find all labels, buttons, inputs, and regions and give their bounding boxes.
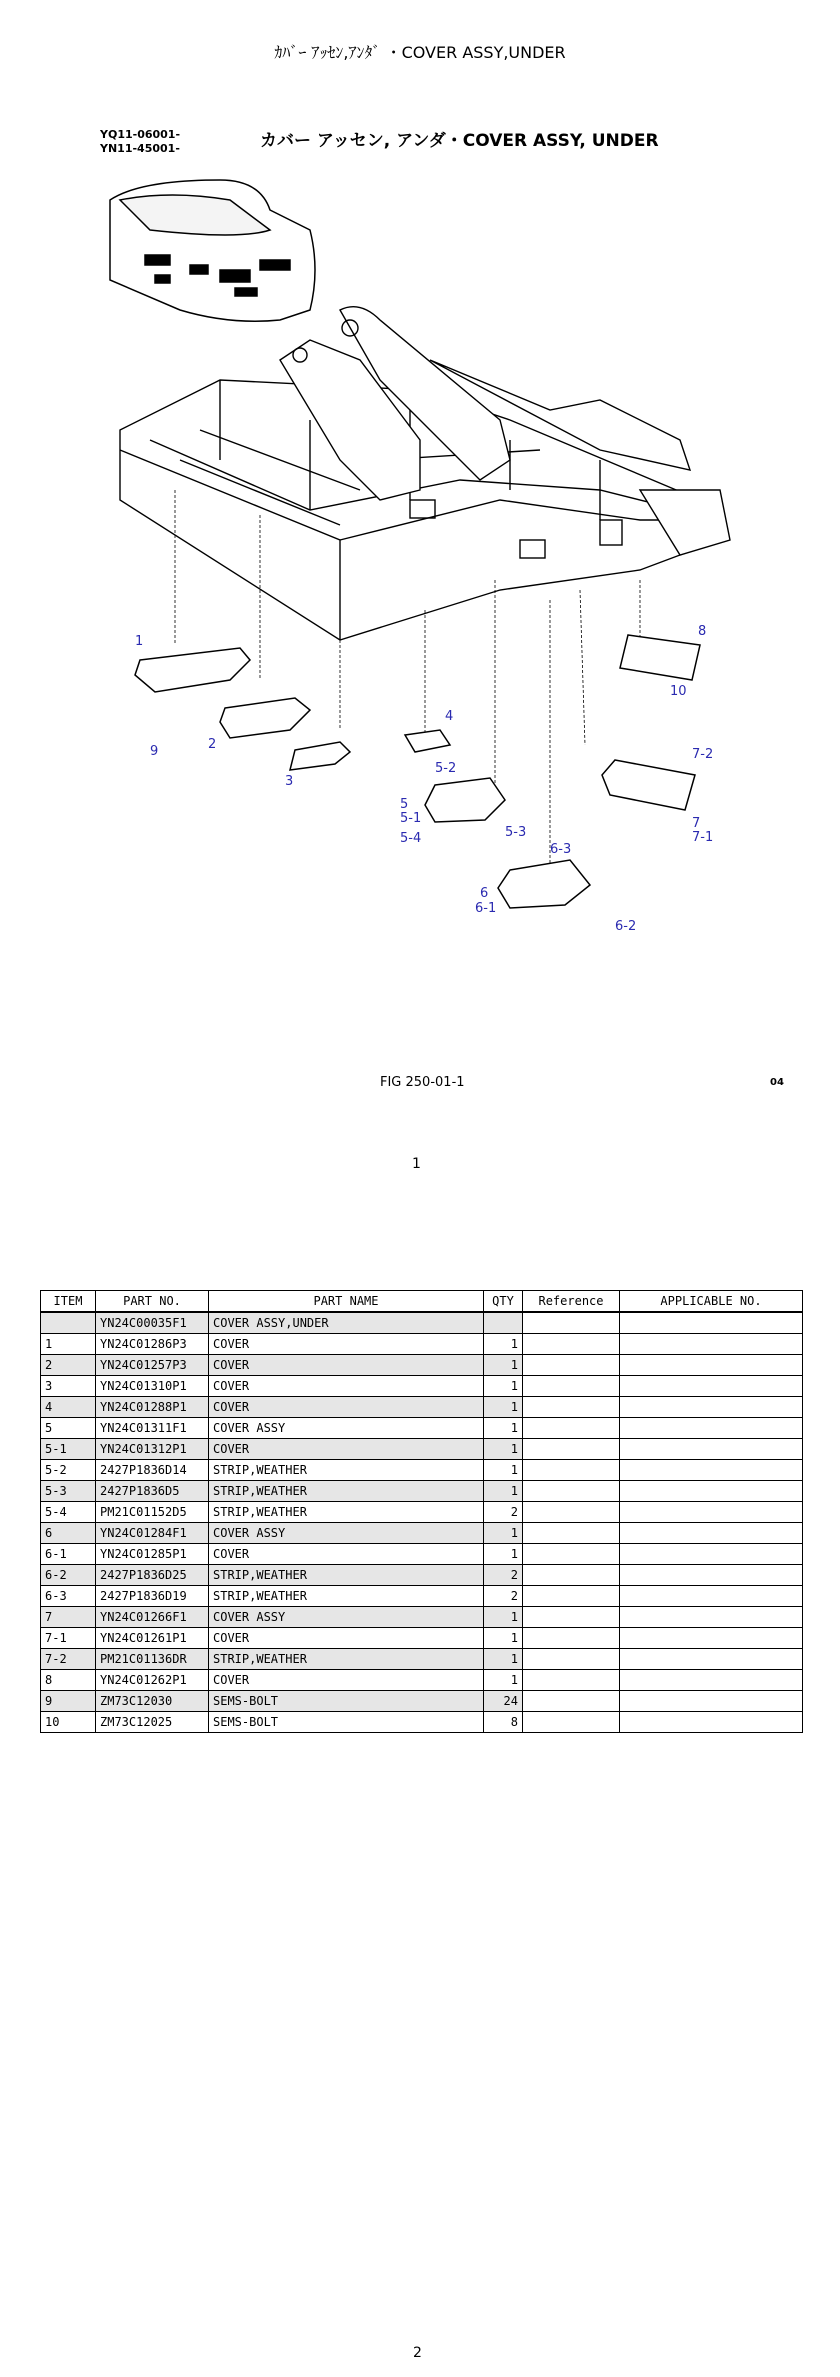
cell-ref <box>523 1565 620 1586</box>
callout-7: 7 <box>692 816 701 831</box>
model-code-2: YN11-45001- <box>100 142 180 155</box>
table-row <box>41 1312 803 1334</box>
callout-5-3: 5-3 <box>505 825 527 840</box>
cell-app <box>620 1586 803 1607</box>
cell-qty <box>484 1312 523 1334</box>
cell-ref <box>523 1712 620 1733</box>
table-row <box>41 1439 803 1460</box>
cell-part-no: YN24C01262P1 <box>96 1670 209 1691</box>
callout-3: 3 <box>285 774 294 789</box>
callout-5-2: 5-2 <box>435 761 457 776</box>
cover-part-4 <box>405 730 450 752</box>
cell-qty: 1 <box>484 1397 523 1418</box>
callout-5-1: 5-1 <box>400 811 422 826</box>
cell-app <box>620 1691 803 1712</box>
cell-part-no: ZM73C12025 <box>96 1712 209 1733</box>
table-row <box>41 1523 803 1544</box>
diagram-title: カバー アッセン, アンダ・COVER ASSY, UNDER <box>260 131 659 151</box>
cell-name: COVER <box>209 1376 484 1397</box>
callout-5: 5 <box>400 797 409 812</box>
cell-ref <box>523 1481 620 1502</box>
cover-part-1 <box>135 648 250 692</box>
cell-qty: 1 <box>484 1418 523 1439</box>
cell-ref <box>523 1397 620 1418</box>
callout-6-1: 6-1 <box>475 901 497 916</box>
page-number-1: 1 <box>412 1156 421 1172</box>
cell-qty: 1 <box>484 1376 523 1397</box>
figure-code: 04 <box>770 1077 784 1088</box>
col-applicable-no: APPLICABLE NO. <box>620 1291 803 1313</box>
cell-qty: 24 <box>484 1691 523 1712</box>
cell-qty: 8 <box>484 1712 523 1733</box>
cell-qty: 2 <box>484 1502 523 1523</box>
callout-8: 8 <box>698 624 707 639</box>
cell-item: 7-2 <box>41 1649 96 1670</box>
cover-assy-5 <box>425 778 505 822</box>
col-item: ITEM <box>41 1291 96 1313</box>
callout-7-1: 7-1 <box>692 830 714 845</box>
cover-assy-7 <box>602 760 695 810</box>
cell-app <box>620 1312 803 1334</box>
cell-name: COVER <box>209 1670 484 1691</box>
cover-part-8 <box>620 635 700 680</box>
table-row <box>41 1481 803 1502</box>
callout-2: 2 <box>208 737 217 752</box>
cell-qty: 1 <box>484 1334 523 1355</box>
cell-part-no: 2427P1836D19 <box>96 1586 209 1607</box>
cell-ref <box>523 1586 620 1607</box>
cell-part-no: YN24C00035F1 <box>96 1312 209 1334</box>
table-row <box>41 1460 803 1481</box>
callout-1: 1 <box>135 634 144 649</box>
callout-10: 10 <box>670 684 687 699</box>
table-row <box>41 1502 803 1523</box>
cell-part-no: YN24C01261P1 <box>96 1628 209 1649</box>
table-row <box>41 1565 803 1586</box>
cell-item: 6-1 <box>41 1544 96 1565</box>
cell-item: 2 <box>41 1355 96 1376</box>
cell-qty: 2 <box>484 1586 523 1607</box>
cell-part-no: YN24C01285P1 <box>96 1544 209 1565</box>
table-row <box>41 1544 803 1565</box>
cell-name: COVER ASSY,UNDER <box>209 1312 484 1334</box>
cell-qty: 1 <box>484 1355 523 1376</box>
cell-app <box>620 1607 803 1628</box>
cell-ref <box>523 1502 620 1523</box>
cell-name: COVER ASSY <box>209 1523 484 1544</box>
page-number-2: 2 <box>413 2345 422 2361</box>
cover-assy-6 <box>498 860 590 908</box>
cell-qty: 1 <box>484 1544 523 1565</box>
col-part-name: PART NAME <box>209 1291 484 1313</box>
cell-part-no: YN24C01266F1 <box>96 1607 209 1628</box>
callout-6: 6 <box>480 886 489 901</box>
col-reference: Reference <box>523 1291 620 1313</box>
cell-part-no: YN24C01288P1 <box>96 1397 209 1418</box>
cell-app <box>620 1355 803 1376</box>
cell-item: 9 <box>41 1691 96 1712</box>
callout-6-3: 6-3 <box>550 842 572 857</box>
callout-6-2: 6-2 <box>615 919 637 934</box>
cell-qty: 1 <box>484 1607 523 1628</box>
cell-part-no: YN24C01286P3 <box>96 1334 209 1355</box>
table-header-row <box>41 1291 803 1313</box>
cell-item: 8 <box>41 1670 96 1691</box>
table-row <box>41 1649 803 1670</box>
cell-ref <box>523 1460 620 1481</box>
cell-name: SEMS-BOLT <box>209 1691 484 1712</box>
cell-name: STRIP,WEATHER <box>209 1586 484 1607</box>
cell-part-no: 2427P1836D5 <box>96 1481 209 1502</box>
table-row <box>41 1691 803 1712</box>
cell-part-no: PM21C01152D5 <box>96 1502 209 1523</box>
cell-item: 6-2 <box>41 1565 96 1586</box>
cell-item: 5 <box>41 1418 96 1439</box>
cell-app <box>620 1376 803 1397</box>
cell-app <box>620 1481 803 1502</box>
cell-part-no: YN24C01310P1 <box>96 1376 209 1397</box>
upper-frame <box>120 307 730 640</box>
cell-name: STRIP,WEATHER <box>209 1481 484 1502</box>
cell-name: COVER <box>209 1355 484 1376</box>
table-row <box>41 1397 803 1418</box>
cell-name: STRIP,WEATHER <box>209 1460 484 1481</box>
cell-app <box>620 1460 803 1481</box>
col-part-no: PART NO. <box>96 1291 209 1313</box>
cell-app <box>620 1649 803 1670</box>
callout-4: 4 <box>445 709 454 724</box>
cell-ref <box>523 1544 620 1565</box>
cell-app <box>620 1712 803 1733</box>
table-row <box>41 1376 803 1397</box>
cell-part-no: YN24C01284F1 <box>96 1523 209 1544</box>
col-qty: QTY <box>484 1291 523 1313</box>
cell-item: 6 <box>41 1523 96 1544</box>
cell-part-no: YN24C01311F1 <box>96 1418 209 1439</box>
cell-qty: 2 <box>484 1565 523 1586</box>
cell-item: 4 <box>41 1397 96 1418</box>
table-row <box>41 1607 803 1628</box>
cell-ref <box>523 1439 620 1460</box>
table-row <box>41 1712 803 1733</box>
cell-part-no: 2427P1836D14 <box>96 1460 209 1481</box>
cell-name: STRIP,WEATHER <box>209 1565 484 1586</box>
cell-qty: 1 <box>484 1481 523 1502</box>
cell-item: 7-1 <box>41 1628 96 1649</box>
cell-ref <box>523 1376 620 1397</box>
table-row <box>41 1586 803 1607</box>
cell-ref <box>523 1355 620 1376</box>
cover-part-3 <box>290 742 350 770</box>
cell-item: 5-3 <box>41 1481 96 1502</box>
cell-item: 5-2 <box>41 1460 96 1481</box>
cell-app <box>620 1628 803 1649</box>
cell-part-no: YN24C01257P3 <box>96 1355 209 1376</box>
cell-app <box>620 1439 803 1460</box>
cell-name: COVER <box>209 1628 484 1649</box>
cell-name: STRIP,WEATHER <box>209 1649 484 1670</box>
cover-part-2 <box>220 698 310 738</box>
cell-item: 1 <box>41 1334 96 1355</box>
parts-table <box>40 1290 803 1733</box>
cell-part-no: PM21C01136DR <box>96 1649 209 1670</box>
cell-app <box>620 1670 803 1691</box>
cell-app <box>620 1418 803 1439</box>
cell-app <box>620 1523 803 1544</box>
cell-qty: 1 <box>484 1460 523 1481</box>
cell-part-no: ZM73C12030 <box>96 1691 209 1712</box>
cell-name: COVER <box>209 1439 484 1460</box>
cell-qty: 1 <box>484 1439 523 1460</box>
cell-ref <box>523 1607 620 1628</box>
cell-name: COVER <box>209 1334 484 1355</box>
table-row <box>41 1355 803 1376</box>
exploded-parts-diagram <box>80 160 760 1040</box>
callout-9: 9 <box>150 744 159 759</box>
cell-qty: 1 <box>484 1628 523 1649</box>
cell-app <box>620 1502 803 1523</box>
cell-ref <box>523 1628 620 1649</box>
cell-ref <box>523 1670 620 1691</box>
cell-ref <box>523 1334 620 1355</box>
cell-qty: 1 <box>484 1649 523 1670</box>
cell-ref <box>523 1312 620 1334</box>
cell-name: SEMS-BOLT <box>209 1712 484 1733</box>
cell-qty: 1 <box>484 1523 523 1544</box>
cell-app <box>620 1565 803 1586</box>
cell-item: 3 <box>41 1376 96 1397</box>
cell-name: STRIP,WEATHER <box>209 1502 484 1523</box>
cell-name: COVER ASSY <box>209 1607 484 1628</box>
cell-ref <box>523 1523 620 1544</box>
table-row <box>41 1628 803 1649</box>
cell-ref <box>523 1418 620 1439</box>
cell-ref <box>523 1691 620 1712</box>
cell-app <box>620 1544 803 1565</box>
cell-item <box>41 1312 96 1334</box>
cell-part-no: YN24C01312P1 <box>96 1439 209 1460</box>
machine-locator-thumbnail <box>110 180 315 321</box>
cell-item: 6-3 <box>41 1586 96 1607</box>
cell-name: COVER <box>209 1544 484 1565</box>
cell-app <box>620 1334 803 1355</box>
cell-part-no: 2427P1836D25 <box>96 1565 209 1586</box>
table-row <box>41 1334 803 1355</box>
table-row <box>41 1670 803 1691</box>
cell-name: COVER ASSY <box>209 1418 484 1439</box>
cell-item: 5-4 <box>41 1502 96 1523</box>
cell-app <box>620 1397 803 1418</box>
callout-5-4: 5-4 <box>400 831 422 846</box>
page-header-title: ｶﾊﾞｰ ｱｯｾﾝ,ｱﾝﾀﾞ ・COVER ASSY,UNDER <box>274 43 566 62</box>
cell-qty: 1 <box>484 1670 523 1691</box>
model-code-1: YQ11-06001- <box>100 128 181 141</box>
callout-7-2: 7-2 <box>692 747 714 762</box>
cell-ref <box>523 1649 620 1670</box>
cell-item: 7 <box>41 1607 96 1628</box>
cover-parts <box>135 635 700 908</box>
table-row <box>41 1418 803 1439</box>
cell-name: COVER <box>209 1397 484 1418</box>
cell-item: 10 <box>41 1712 96 1733</box>
figure-label: FIG 250-01-1 <box>380 1075 465 1090</box>
cell-item: 5-1 <box>41 1439 96 1460</box>
